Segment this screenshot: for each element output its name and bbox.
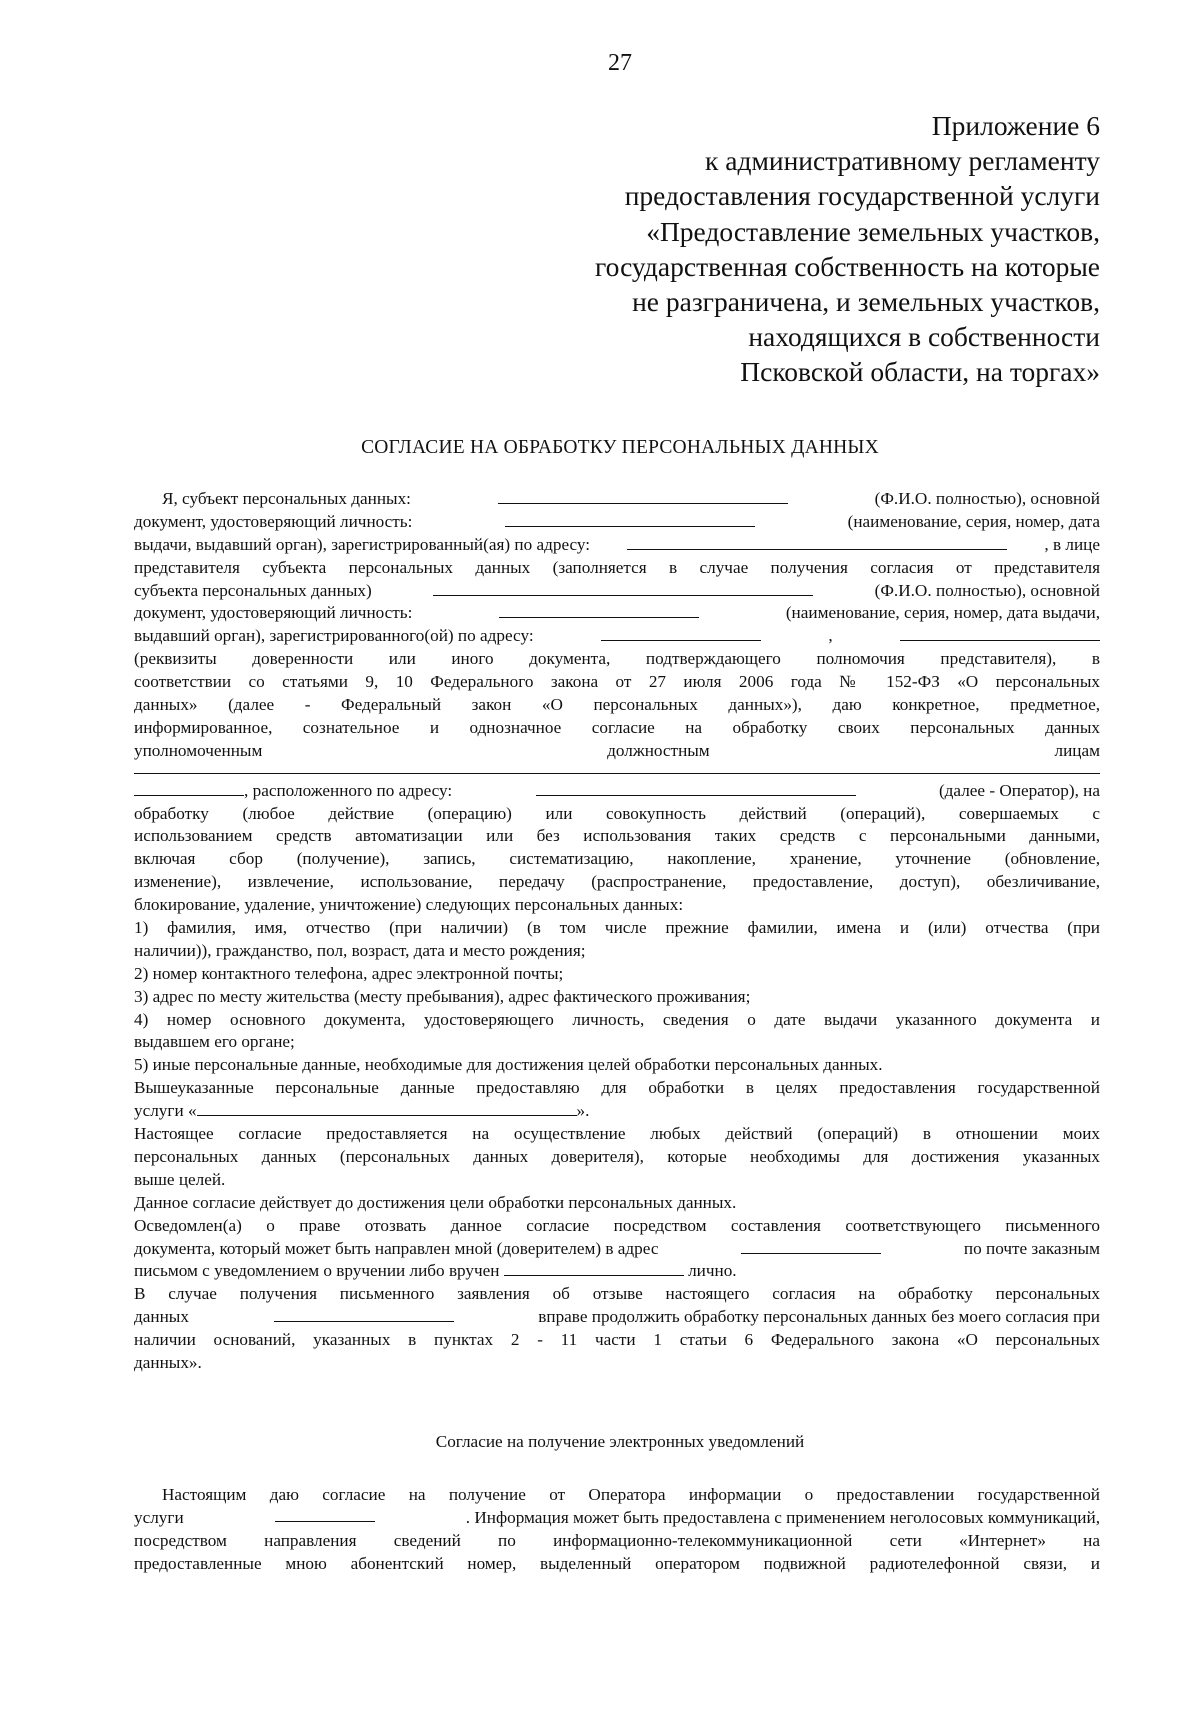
text-segment: . Информация может быть предоставлена с применением неголосовых коммуникаций, xyxy=(465,1507,1100,1527)
electronic-notice-text xyxy=(134,1483,1100,1575)
text-line: В случае получения письменного заявления об отзыве настоящего согласия на обработку персональных xyxy=(134,1284,1100,1304)
text-line: данных». xyxy=(134,1352,202,1372)
text-line xyxy=(134,580,1100,603)
section-subtitle: Согласие на получение электронных уведомлений xyxy=(435,1432,805,1451)
appendix-line: к административному регламенту xyxy=(705,145,1100,177)
text-segment: по почте заказным xyxy=(963,1238,1100,1258)
fill-in-blank xyxy=(504,1260,684,1276)
text-segment: выдавший орган), зарегистрированного(ой) по адресу: xyxy=(134,626,534,646)
text-line: выше целей. xyxy=(134,1169,226,1189)
text-line: 2) номер контактного телефона, адрес электронной почты; xyxy=(134,963,564,983)
text-line: включая сбор (получение), запись, систематизацию, накопление, хранение, уточнение (обновление, xyxy=(134,849,1100,869)
text-segment: лично. xyxy=(688,1261,737,1281)
text-line: посредством направления сведений по информационно-телекоммуникационной сети «Интернет» на xyxy=(134,1530,1100,1550)
consent-text xyxy=(134,488,1100,1375)
fill-in-blank xyxy=(134,780,244,796)
text-line: предоставленные мною абонентский номер, выделенный оператором подвижной радиотелефонной связи, и xyxy=(134,1553,1100,1573)
text-line: Настоящим даю согласие на получение от Оператора информации о предоставлении государственной xyxy=(162,1485,1100,1504)
page-number: 27 xyxy=(608,50,632,76)
text-segment: (наименование, серия, номер, дата xyxy=(847,511,1100,531)
text-line: Осведомлен(а) о праве отозвать данное согласие посредством составления соответствующего письменного xyxy=(134,1215,1100,1235)
text-segment: выдачи, выдавший орган), зарегистрированный(ая) по адресу: xyxy=(134,534,591,554)
fill-in-blank xyxy=(498,488,788,504)
fill-in-blank xyxy=(601,625,761,641)
text-line: обработку (любое действие (операцию) или совокупность действий (операций), совершаемых с xyxy=(134,803,1100,823)
fill-in-blank xyxy=(536,780,856,796)
appendix-line: Псковской области, на торгах» xyxy=(740,356,1100,388)
appendix-header xyxy=(380,108,1100,390)
text-line: 4) номер основного документа, удостоверяющего личность, сведения о дате выдачи указанного документа и xyxy=(134,1009,1100,1029)
fill-in-blank xyxy=(505,511,755,527)
fill-in-blank xyxy=(275,1506,375,1522)
text-segment: документ, удостоверяющий личность: xyxy=(134,511,413,531)
text-line: 3) адрес по месту жительства (месту пребывания), адрес фактического проживания; xyxy=(134,986,751,1006)
text-line: Настоящее согласие предоставляется на осуществление любых действий (операций) в отношении моих xyxy=(134,1124,1100,1144)
appendix-line: «Предоставление земельных участков, xyxy=(646,215,1100,247)
text-segment: письмом с уведомлением о вручении либо вручен xyxy=(134,1261,500,1281)
text-segment: документа, который может быть направлен мной (доверителем) в адрес xyxy=(134,1238,659,1258)
text-segment: (Ф.И.О. полностью), основной xyxy=(874,489,1100,508)
text-line: представителя субъекта персональных данных (заполняется в случае получения согласия от представителя xyxy=(134,557,1100,577)
text-line: соответствии со статьями 9, 10 Федерального закона от 27 июля 2006 года № 152-ФЗ «О персональных xyxy=(134,672,1100,692)
text-segment: (Ф.И.О. полностью), основной xyxy=(874,580,1100,600)
text-line xyxy=(134,1260,1100,1283)
appendix-line: Приложение 6 xyxy=(931,110,1100,141)
fill-in-blank xyxy=(627,534,1007,550)
text-line xyxy=(134,740,1100,763)
text-segment: услуги « xyxy=(134,1101,197,1121)
text-segment: услуги xyxy=(134,1507,184,1527)
fill-in-blank xyxy=(197,1100,577,1116)
text-line: изменение), извлечение, использование, передачу (распространение, предоставление, доступ), обезличивание, xyxy=(134,872,1100,892)
text-segment: ». xyxy=(576,1101,590,1121)
text-segment: Я, субъект персональных данных: xyxy=(162,489,411,508)
fill-in-blank xyxy=(274,1306,454,1322)
text-segment: (далее - Оператор), на xyxy=(938,780,1100,800)
text-segment: документ, удостоверяющий личность: xyxy=(134,603,413,623)
fill-in-blank xyxy=(499,602,699,618)
text-segment: данных xyxy=(134,1307,189,1327)
appendix-line: предоставления государственной услуги xyxy=(624,180,1100,212)
text-line: Данное согласие действует до достижения цели обработки персональных данных. xyxy=(134,1192,737,1212)
text-line xyxy=(134,534,1100,557)
text-line: персональных данных (персональных данных доверителя), которые необходимы для достижения указанных xyxy=(134,1146,1100,1166)
text-line: информированное, сознательное и однозначное согласие на обработку своих персональных данных xyxy=(134,717,1100,737)
text-line: 5) иные персональные данные, необходимые для достижения целей обработки персональных данных. xyxy=(134,1055,883,1075)
text-segment: вправе продолжить обработку персональных данных без моего согласия при xyxy=(538,1307,1100,1327)
fill-in-rule xyxy=(134,763,1100,774)
text-segment: должностным xyxy=(607,740,710,760)
appendix-line: находящихся в собственности xyxy=(748,321,1100,353)
text-line xyxy=(134,1506,1100,1529)
text-line xyxy=(134,625,1100,648)
text-line: наличии)), гражданство, пол, возраст, дата и место рождения; xyxy=(134,940,586,960)
text-segment: , в лице xyxy=(1044,534,1100,554)
text-line xyxy=(134,511,1100,534)
fill-in-blank xyxy=(900,625,1100,641)
text-line xyxy=(134,780,1100,803)
text-line xyxy=(134,488,1100,511)
text-line: (реквизиты доверенности или иного документа, подтверждающего полномочия представителя), в xyxy=(134,649,1100,669)
text-line xyxy=(134,1306,1100,1329)
text-line xyxy=(134,1238,1100,1261)
text-line xyxy=(134,602,1100,625)
text-line: данных» (далее - Федеральный закон «О персональных данных»), даю конкретное, предметное, xyxy=(134,695,1100,715)
text-line xyxy=(134,1100,1100,1123)
text-line: использованием средств автоматизации или без использования таких средств с персональными данными, xyxy=(134,826,1100,846)
text-line: выдавшем его органе; xyxy=(134,1032,295,1052)
text-segment: лицам xyxy=(1054,740,1100,760)
appendix-line: не разграничена, и земельных участков, xyxy=(632,286,1100,318)
document-title: СОГЛАСИЕ НА ОБРАБОТКУ ПЕРСОНАЛЬНЫХ ДАННЫХ xyxy=(361,437,879,458)
text-segment: , xyxy=(828,626,833,646)
text-segment: субъекта персональных данных) xyxy=(134,580,372,600)
text-line: 1) фамилия, имя, отчество (при наличии) (в том числе прежние фамилии, имена и (или) отчества (при xyxy=(134,918,1100,938)
fill-in-blank xyxy=(741,1238,881,1254)
text-segment: (наименование, серия, номер, дата выдачи, xyxy=(785,603,1100,623)
appendix-line: государственная собственность на которые xyxy=(595,250,1100,282)
text-line: Вышеуказанные персональные данные предоставляю для обработки в целях предоставления государственной xyxy=(134,1078,1100,1098)
fill-in-blank xyxy=(433,580,813,596)
text-line: блокирование, удаление, уничтожение) следующих персональных данных: xyxy=(134,895,684,915)
text-line: наличии оснований, указанных в пунктах 2 - 11 части 1 статьи 6 Федерального закона «О персональных xyxy=(134,1330,1100,1350)
text-segment: , расположенного по адресу: xyxy=(244,780,453,800)
text-segment: уполномоченным xyxy=(134,740,263,760)
